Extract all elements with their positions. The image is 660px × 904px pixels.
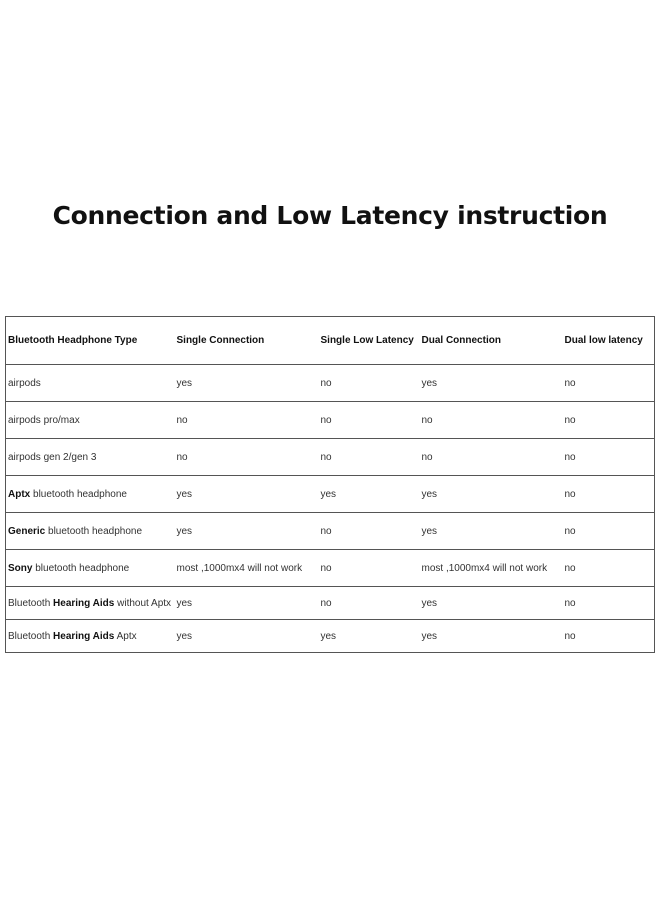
cell-dual-connection: no: [420, 439, 563, 476]
type-text-bold: Sony: [8, 562, 33, 574]
table-row: [6, 620, 655, 653]
cell-single-connection: yes: [175, 587, 319, 620]
table-row: [6, 365, 655, 402]
type-text-bold: Hearing Aids: [53, 630, 115, 642]
cell-dual-connection: yes: [420, 587, 563, 620]
cell-dual-low-latency: no: [563, 365, 655, 402]
cell-single-low-latency: no: [319, 365, 420, 402]
cell-dual-low-latency: no: [563, 587, 655, 620]
header-dual-connection: Dual Connection: [420, 317, 563, 365]
cell-dual-connection: most ,1000mx4 will not work: [420, 550, 563, 587]
cell-dual-low-latency: no: [563, 439, 655, 476]
cell-headphone-type: [6, 476, 175, 513]
table-row: [6, 587, 655, 620]
cell-single-connection: yes: [175, 365, 319, 402]
cell-single-low-latency: no: [319, 402, 420, 439]
header-row: [6, 317, 655, 365]
cell-dual-low-latency: no: [563, 550, 655, 587]
cell-headphone-type: [6, 620, 175, 653]
type-text-pre: Bluetooth: [8, 630, 54, 642]
compatibility-table: [5, 316, 655, 653]
table-row: [6, 402, 655, 439]
type-text-post: Aptx: [114, 630, 137, 642]
type-text-pre: airpods gen 2/gen 3: [8, 451, 97, 463]
cell-single-low-latency: no: [319, 587, 420, 620]
cell-single-low-latency: no: [319, 550, 420, 587]
cell-dual-connection: yes: [420, 620, 563, 653]
table-row: [6, 550, 655, 587]
cell-dual-low-latency: no: [563, 513, 655, 550]
cell-dual-low-latency: no: [563, 476, 655, 513]
type-text-post: bluetooth headphone: [30, 488, 127, 500]
type-text-pre: airpods: [8, 377, 41, 389]
type-text-post: bluetooth headphone: [45, 525, 143, 537]
cell-headphone-type: [6, 439, 175, 476]
table-row: [6, 476, 655, 513]
cell-single-connection: no: [175, 402, 319, 439]
header-type: Bluetooth Headphone Type: [6, 317, 175, 365]
cell-single-connection: no: [175, 439, 319, 476]
type-text-post: without Aptx: [114, 597, 172, 609]
cell-headphone-type: [6, 550, 175, 587]
type-text-pre: airpods pro/max: [8, 414, 80, 426]
cell-single-low-latency: no: [319, 513, 420, 550]
cell-headphone-type: [6, 402, 175, 439]
cell-headphone-type: [6, 513, 175, 550]
cell-dual-connection: yes: [420, 476, 563, 513]
cell-single-connection: most ,1000mx4 will not work: [175, 550, 319, 587]
type-text-bold: Aptx: [8, 488, 31, 500]
cell-single-connection: yes: [175, 476, 319, 513]
page-title: Connection and Low Latency instruction: [52, 201, 608, 230]
cell-single-connection: yes: [175, 513, 319, 550]
cell-single-low-latency: yes: [319, 620, 420, 653]
cell-single-low-latency: yes: [319, 476, 420, 513]
type-text-bold: Generic: [8, 525, 46, 537]
cell-dual-connection: no: [420, 402, 563, 439]
cell-dual-connection: yes: [420, 513, 563, 550]
header-single-connection: Single Connection: [175, 317, 319, 365]
table-row: [6, 439, 655, 476]
cell-single-connection: yes: [175, 620, 319, 653]
cell-headphone-type: [6, 587, 175, 620]
table-row: [6, 513, 655, 550]
cell-headphone-type: [6, 365, 175, 402]
header-dual-low-latency: Dual low latency: [563, 317, 655, 365]
type-text-post: bluetooth headphone: [32, 562, 130, 574]
type-text-bold: Hearing Aids: [53, 597, 115, 609]
cell-dual-connection: yes: [420, 365, 563, 402]
cell-dual-low-latency: no: [563, 402, 655, 439]
cell-single-low-latency: no: [319, 439, 420, 476]
header-single-low-latency: Single Low Latency: [319, 317, 420, 365]
cell-dual-low-latency: no: [563, 620, 655, 653]
type-text-pre: Bluetooth: [8, 597, 54, 609]
